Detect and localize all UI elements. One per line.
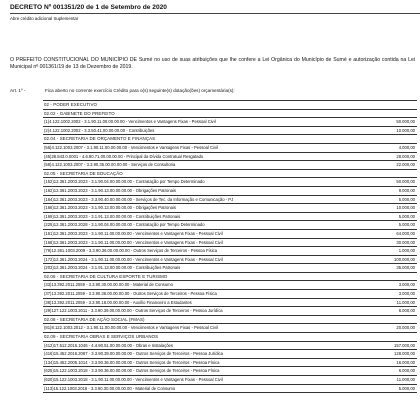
allocation-description: (416)15.452.2016.2087 - 3.3.90.39.00.00.00.00 - Outros Serviços de Terceiros - Pessoa Jurídica xyxy=(44,351,223,357)
section-header-row xyxy=(43,101,417,110)
table-row xyxy=(43,144,417,153)
allocation-amount: 1.000,00 xyxy=(398,248,415,254)
allocation-description: (2)4.122.1002.2002 - 3.3.50.41.00.00.00.00 - Contribuições xyxy=(44,127,155,133)
table-row xyxy=(43,204,417,213)
allocation-amount: 10.000,00 xyxy=(396,205,415,211)
section-title: 02 - PODER EXECUTIVO xyxy=(44,102,97,107)
allocation-description: (164)12.361.2003.2023 - 3.3.90.40.00.00.00.00 - Serviços de Tec. da Informação e Comunicação - PJ xyxy=(44,196,234,202)
allocation-description: (166)12.361.2003.2023 - 3.1.90.13.00.00.00.00 - Obrigações Patronais xyxy=(44,205,177,211)
allocation-description: (172)12.361.2003.2024 - 3.1.90.11.00.00.00.00 - Vencimentos e Vantagens Fixas - Pessoal Civil xyxy=(44,256,223,262)
article-number: Art. 1º - xyxy=(10,88,26,93)
table-row xyxy=(43,307,417,316)
title-divider xyxy=(10,13,420,14)
table-row xyxy=(43,187,417,196)
allocation-amount: 50.000,00 xyxy=(396,179,415,185)
allocation-amount: 64.000,00 xyxy=(396,230,415,236)
allocation-amount: 157.000,00 xyxy=(394,342,415,348)
table-row xyxy=(43,342,417,351)
section-title: 02.04 - SECRETARIA DE ORÇAMENTO E FINANÇAS xyxy=(44,136,156,142)
allocation-description: (33)13.392.2011.2059 - 3.3.90.30.00.00.00.00 - Material de Consumo xyxy=(44,282,173,288)
section-header-row xyxy=(43,333,417,342)
table-row xyxy=(43,376,417,385)
table-row xyxy=(43,290,417,299)
decree-preamble: O PREFEITO CONSTITUCIONAL DO MUNICÍPIO DE Sumé no uso de suas atribuições que lhe confere a Lei Orgânica do Município de Sumé e autorização contida na Lei Municipal nº 001361/19 de 13 de Dezembro de 2019. xyxy=(10,57,415,70)
section-header-row xyxy=(43,316,417,325)
allocation-amount: 50.000,00 xyxy=(396,119,415,125)
allocation-amount: 5.000,00 xyxy=(398,213,415,219)
table-row xyxy=(43,239,417,248)
article-line xyxy=(10,88,235,93)
allocation-amount: 128.000,00 xyxy=(394,351,415,357)
allocation-amount: 11.000,00 xyxy=(396,377,415,382)
section-title: 02.06 - SECRETARIA DE CULTURA ESPORTE E TURISMO xyxy=(44,273,168,279)
allocation-description: (169)12.361.2003.2023 - 3.1.91.13.00.00.00.00 - Contribuições Patronais xyxy=(44,213,181,219)
decree-title: DECRETO Nº 001351/20 de 1 de Setembro de 2020 xyxy=(10,4,167,11)
allocation-amount: 20.000,00 xyxy=(396,325,415,331)
allocation-amount: 16.000,00 xyxy=(396,359,415,365)
allocation-amount: 4.000,00 xyxy=(398,144,415,150)
allocation-description: (81)8.122.1003.2012 - 3.1.90.11.00.00.00.00 - Vencimentos e Vantagens Fixas - Pessoal Civil xyxy=(44,325,218,331)
allocation-amount: 35.000,00 xyxy=(396,265,415,271)
allocation-amount: 3.000,00 xyxy=(398,291,415,297)
allocation-description: (79)12.361.1003.2009 - 3.3.90.36.00.00.00.00 - Outros Serviços de Terceiros - Pessoa Física xyxy=(44,248,218,254)
allocation-description: (152)12.361.2003.2023 - 3.1.90.04.00.00.00.00 - Contratação por Tempo Determinado xyxy=(44,179,205,185)
section-header-row xyxy=(43,273,417,282)
table-row xyxy=(43,230,417,239)
table-row xyxy=(43,247,417,256)
allocation-amount: 9.000,00 xyxy=(398,187,415,193)
table-row xyxy=(43,281,417,290)
table-row xyxy=(43,127,417,136)
allocation-amount: 11.000,00 xyxy=(396,299,415,305)
allocation-description: (161)12.361.2003.2023 - 3.1.90.11.00.00.00.00 - Vencimentos e Vantagens Fixas - Pessoal Civil xyxy=(44,230,223,236)
table-row xyxy=(43,213,417,222)
allocation-amount: 6.000,00 xyxy=(398,308,415,314)
allocation-amount: 100.000,00 xyxy=(394,256,415,262)
table-row xyxy=(43,264,417,273)
allocation-amount: 28.000,00 xyxy=(396,153,415,159)
table-row xyxy=(43,221,417,230)
allocation-amount: 6.000,00 xyxy=(398,368,415,374)
decree-subtitle: Abre crédito adicional Suplementar xyxy=(10,16,79,21)
table-row xyxy=(43,161,417,170)
allocation-amount: 3.000,00 xyxy=(398,282,415,288)
allocation-amount: 22.000,00 xyxy=(396,162,415,168)
table-row xyxy=(43,299,417,308)
allocation-amount: 5.000,00 xyxy=(398,222,415,228)
allocation-description: (134)15.452.2005.1014 - 3.3.90.36.00.00.00.00 - Outros Serviços de Terceiros - Pessoa Física xyxy=(44,359,220,365)
allocation-description: (45)28.843.0.0001 - 4.6.90.71.00.00.00.00 - Principal da Dívida Contratual Resgatado xyxy=(44,153,204,159)
allocation-description: (38)13.392.2011.2059 - 3.3.90.18.00.00.00.00 - Auxílio Financeiro a Estudantes xyxy=(44,299,192,305)
allocation-description: (412)17.512.2016.1046 - 4.4.90.51.00.00.00.00 - Obras e Instalações xyxy=(44,342,173,348)
article-text: Fica aberto no corrente exercício Crédito para o(s) seguinte(s) dotação(ões) orçamentária(s): xyxy=(45,88,235,93)
section-title: 02.08 - SECRETARIA DE AÇÃO SOCIAL (FMAS) xyxy=(44,316,145,322)
table-row xyxy=(43,118,417,127)
section-header-row xyxy=(43,135,417,144)
budget-allocation-table xyxy=(43,100,417,393)
allocation-description: (29)127.122.1003.2011 - 3.3.90.39.00.00.00.00 - Outros Serviços de Terceiros - Pessoa Jurídica xyxy=(44,308,223,314)
table-row xyxy=(43,324,417,333)
section-header-row xyxy=(43,170,417,179)
allocation-description: (56)4.122.1003.2007 - 3.1.90.11.00.00.00.00 - Vencimentos e Vantagens Fixas - Pessoal Civil xyxy=(44,144,218,150)
allocation-description: (168)12.361.2003.2023 - 3.1.90.11.00.00.00.00 - Vencimentos e Vantagens Fixas - Pessoal Civil xyxy=(44,239,223,245)
table-row xyxy=(43,359,417,368)
allocation-description: (620)15.122.1003.2018 - 3.1.90.11.00.00.00.00 - Vencimentos e Vantagens Fixas - Pessoal Civil xyxy=(44,377,223,382)
allocation-description: (225)12.361.2003.2028 - 3.1.90.04.00.00.00.00 - Contratação por Tempo Determinado xyxy=(44,222,205,228)
allocation-amount: 5.000,00 xyxy=(398,196,415,202)
allocation-description: (625)15.122.1003.2018 - 3.3.90.36.00.00.00.00 - Outros Serviços de Terceiros - Pessoa Física xyxy=(44,368,220,374)
section-title: 02.09 - SECRETARIA OBRAS E SERVIÇOS URBANOS xyxy=(44,334,159,340)
table-row xyxy=(43,153,417,162)
allocation-description: (1)4.122.1002.2002 - 3.1.90.11.00.00.00.00 - Vencimentos e Vantagens Fixas - Pessoal Civil xyxy=(44,119,216,125)
allocation-amount: 5.000,00 xyxy=(398,385,415,391)
section-header-row xyxy=(43,110,417,119)
section-title: 02.05 - SECRETARIA DE EDUCAÇÃO xyxy=(44,170,123,176)
table-row xyxy=(43,385,417,394)
allocation-amount: 10.000,00 xyxy=(396,127,415,133)
allocation-description: (37)13.392.2011.2059 - 3.3.90.36.00.00.00.00 - Outros Serviços de Terceiros - Pessoa Física xyxy=(44,291,217,297)
allocation-description: (58)4.122.1003.2007 - 3.3.90.35.00.00.00.00 - Serviços de Consultoria xyxy=(44,162,176,168)
allocation-amount: 30.000,00 xyxy=(396,239,415,245)
table-row xyxy=(43,178,417,187)
table-row xyxy=(43,350,417,359)
allocation-description: (113)15.122.1003.2018 - 3.3.90.30.00.00.00.00 - Material de Consumo xyxy=(44,385,176,391)
table-row xyxy=(43,196,417,205)
table-row xyxy=(43,256,417,265)
table-row xyxy=(43,367,417,376)
allocation-description: (162)12.361.2003.2023 - 3.1.90.13.00.00.00.00 - Obrigações Patronais xyxy=(44,187,177,193)
section-title: 02.02 - GABINETE DO PREFEITO xyxy=(44,110,115,116)
allocation-description: (203)12.361.2003.2024 - 3.1.91.13.00.00.00.00 - Contribuições Patronais xyxy=(44,265,181,271)
